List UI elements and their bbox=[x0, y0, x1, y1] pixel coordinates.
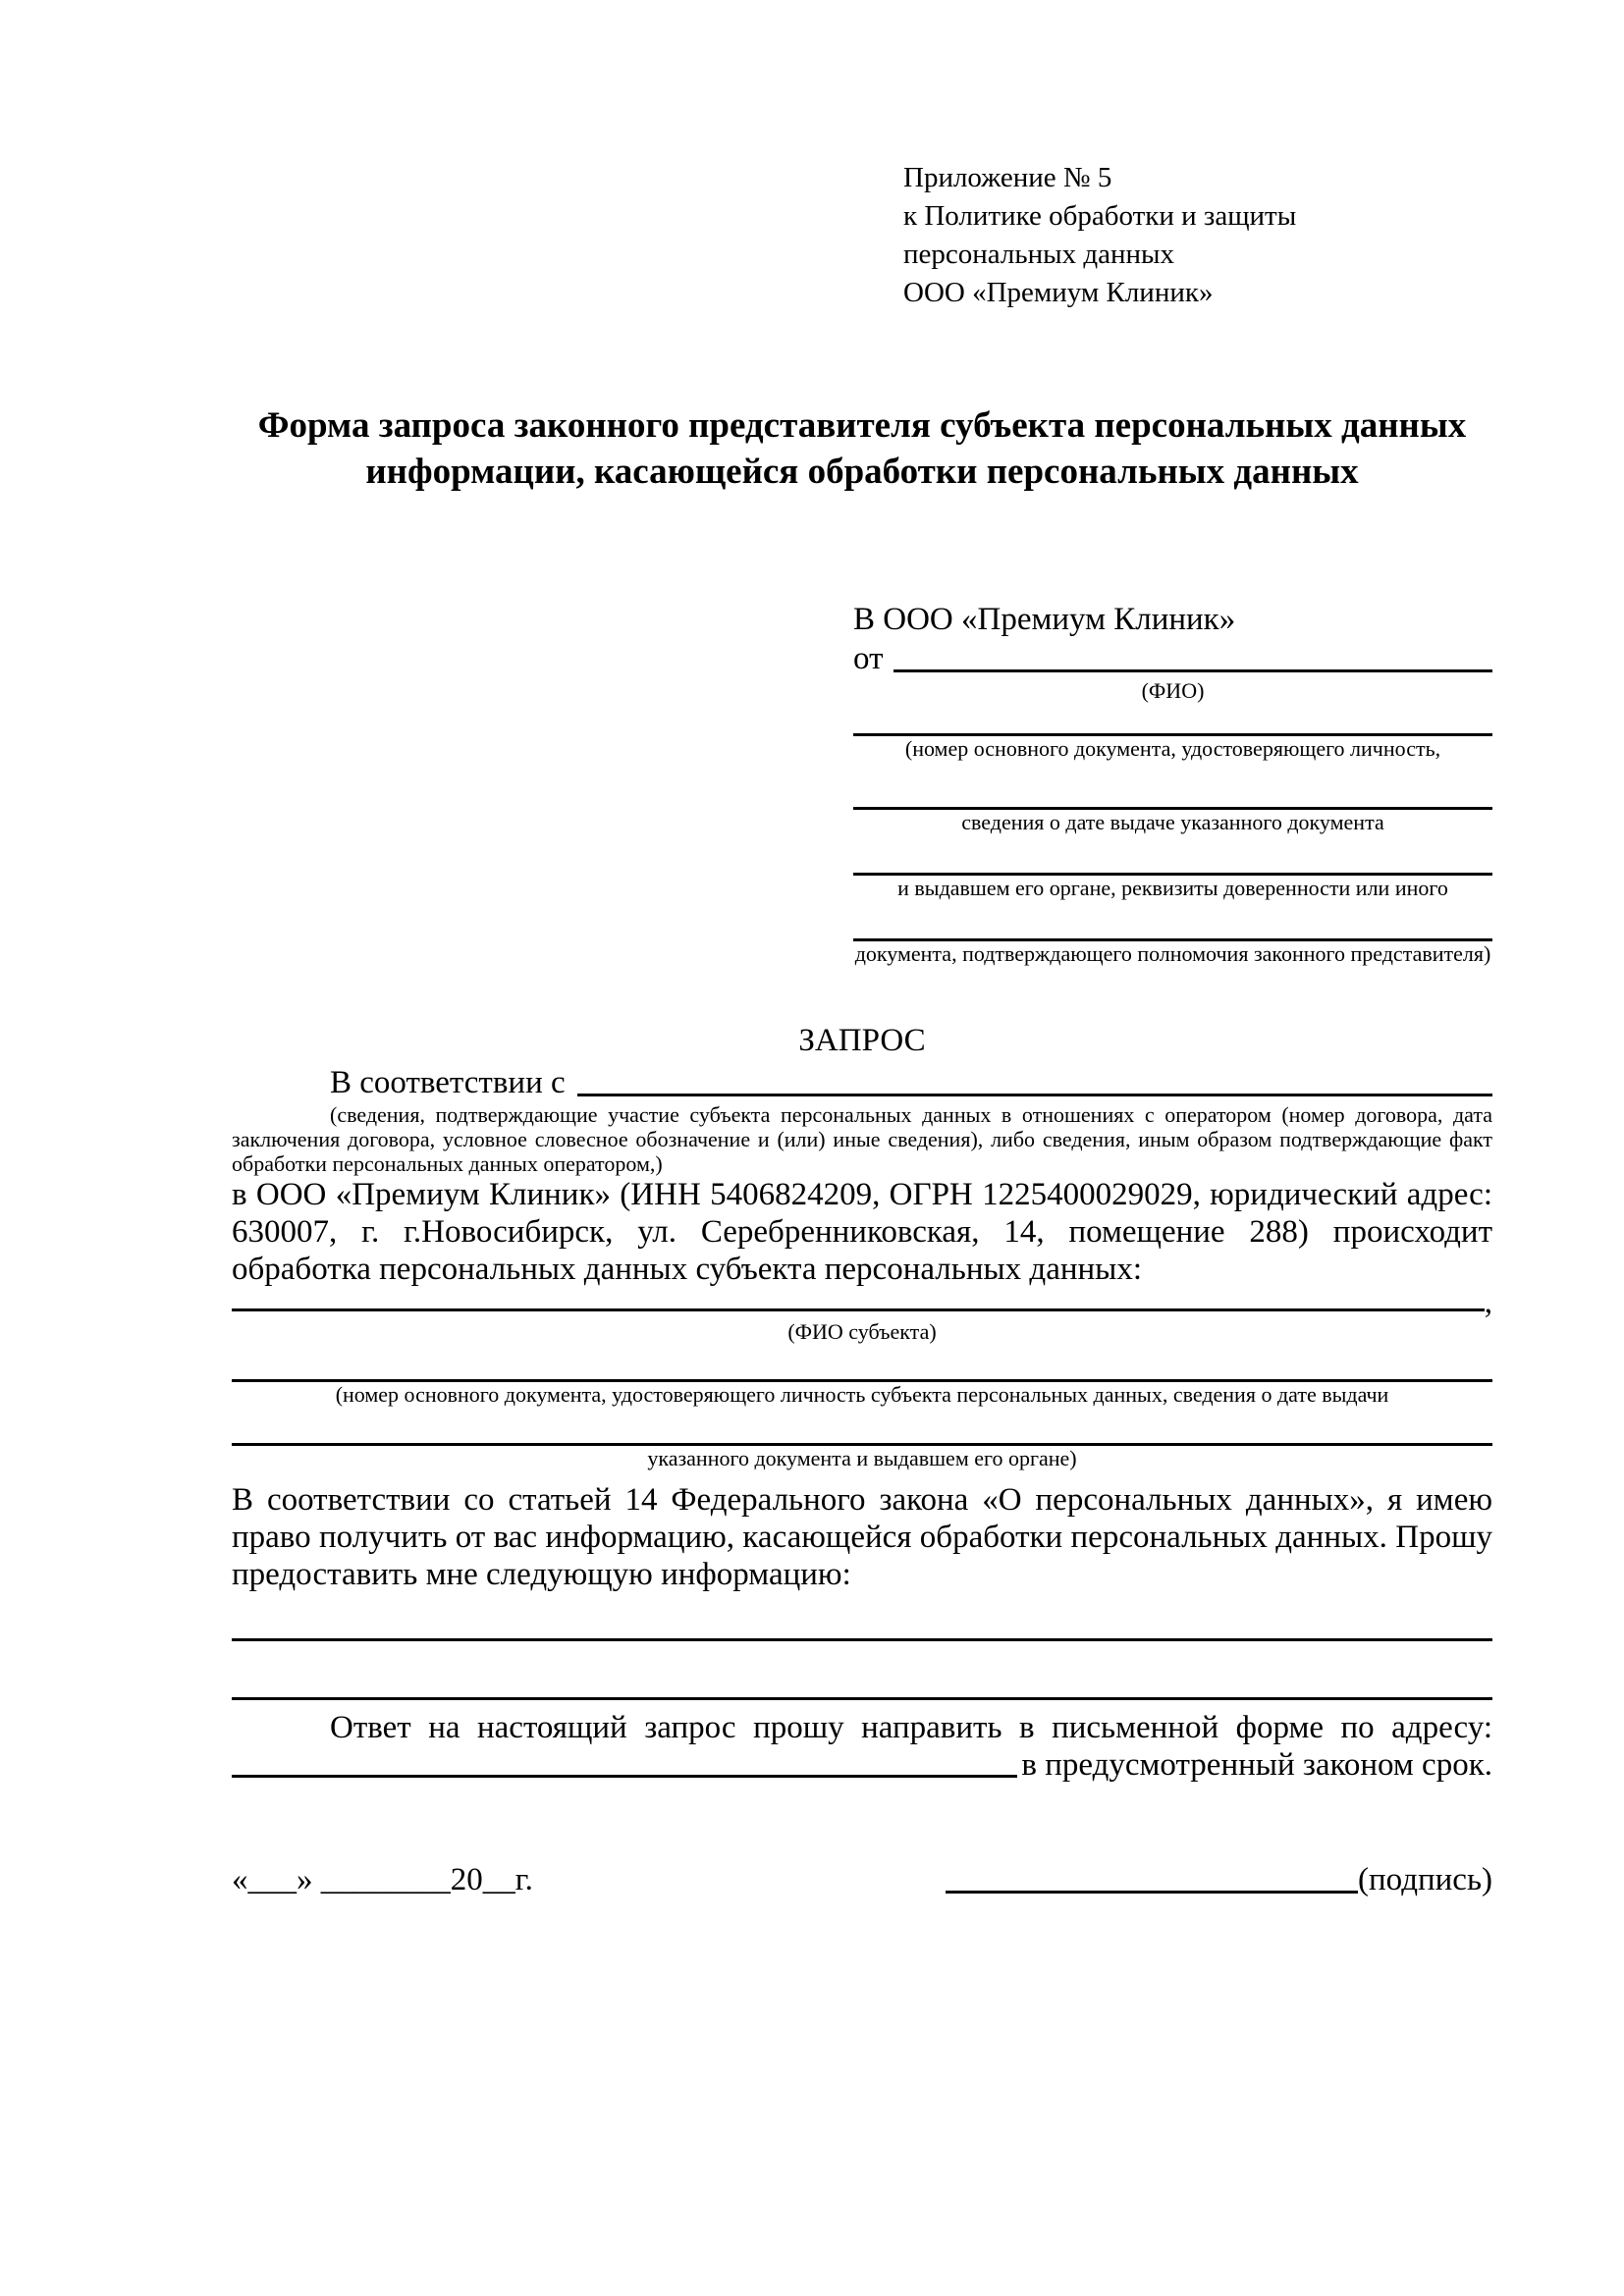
doc-caption-4: документа, подтверждающего полномочия законного представителя) bbox=[854, 941, 1491, 966]
from-label: от bbox=[853, 641, 884, 676]
appendix-note-line-3: персональных данных bbox=[903, 239, 1175, 270]
doc-caption-2: сведения о дате выдаче указанного документа bbox=[961, 810, 1384, 834]
signature-caption: (подпись) bbox=[1358, 1862, 1492, 1897]
trailing-comma: , bbox=[1484, 1285, 1492, 1320]
fill-line bbox=[853, 704, 1492, 736]
subject-fio-fill-line bbox=[232, 1308, 1485, 1311]
fill-line bbox=[232, 1345, 1492, 1382]
fill-line bbox=[853, 901, 1492, 941]
subject-doc-caption-1: (номер основного документа, удостоверяющего личность субъекта персональных данных, сведения о дате выдачи bbox=[335, 1382, 1389, 1407]
reply-request-line: Ответ на настоящий запрос прошу направить в письменной форме по адресу: bbox=[330, 1710, 1492, 1745]
fio-caption: (ФИО) bbox=[1141, 678, 1205, 703]
from-fill-line bbox=[893, 669, 1493, 672]
appendix-note-line-2: к Политике обработки и защиты bbox=[903, 200, 1297, 232]
appendix-note-line-4: ООО «Премиум Клиник» bbox=[903, 277, 1214, 308]
intro-row bbox=[232, 1063, 1492, 1102]
signature-group bbox=[946, 1860, 1492, 1899]
form-title-line-1: Форма запроса законного представителя субъекта персональных данных bbox=[257, 405, 1467, 446]
blank-fill-line-1 bbox=[232, 1593, 1492, 1641]
subject-fio-row bbox=[232, 1285, 1492, 1320]
blank-fill-line-2 bbox=[232, 1641, 1492, 1700]
reply-address-fill-line bbox=[232, 1775, 1017, 1778]
footer-row bbox=[232, 1860, 1492, 1899]
subject-doc-caption-2: указанного документа и выдавшем его органе) bbox=[647, 1446, 1077, 1470]
appendix-note bbox=[903, 159, 1492, 312]
reply-address-row bbox=[232, 1746, 1492, 1784]
signature-fill-line bbox=[946, 1891, 1358, 1894]
intro-label: В соответствии с bbox=[330, 1065, 566, 1100]
addressee-to: В ООО «Премиум Клиник» bbox=[853, 602, 1236, 637]
addressee-block bbox=[853, 600, 1492, 967]
intro-fill-line bbox=[577, 1094, 1492, 1096]
date-line: «___» ________20__г. bbox=[232, 1862, 533, 1897]
reply-suffix: в предусмотренный законом срок. bbox=[1021, 1747, 1492, 1783]
operator-paragraph: в ООО «Премиум Клиник» (ИНН 5406824209, ОГРН 1225400029029, юридический адрес: 630007, г. г.Новосибирск, ул. Серебренниковская, 14, помещение 288) происходит обработка персональных данных субъекта персональных данных: bbox=[232, 1177, 1492, 1287]
doc-caption-3: и выдавшем его органе, реквизиты доверенности или иного bbox=[897, 876, 1448, 900]
form-title bbox=[232, 402, 1492, 495]
fill-line bbox=[232, 1408, 1492, 1446]
fill-line bbox=[853, 835, 1492, 876]
from-row bbox=[853, 639, 1492, 678]
intro-caption: (сведения, подтверждающие участие субъекта персональных данных в отношениях с оператором (номер договора, дата заключения договора, условное словесное обозначение и (или) иные сведения), либо сведения, иным образом подтверждающие факт обработки персональных данных оператором,) bbox=[232, 1102, 1492, 1176]
form-title-line-2: информации, касающейся обработки персональных данных bbox=[365, 452, 1359, 492]
document-content bbox=[232, 0, 1492, 1899]
fill-line bbox=[853, 762, 1492, 810]
subject-fio-caption: (ФИО субъекта) bbox=[787, 1319, 937, 1344]
law-paragraph: В соответствии со статьей 14 Федерального закона «О персональных данных», я имею право получить от вас информацию, касающейся обработки персональных данных. Прошу предоставить мне следующую информацию: bbox=[232, 1482, 1492, 1592]
appendix-note-line-1: Приложение № 5 bbox=[903, 162, 1112, 193]
doc-caption-1: (номер основного документа, удостоверяющего личность, bbox=[904, 736, 1441, 761]
request-heading: ЗАПРОС bbox=[798, 1023, 926, 1058]
